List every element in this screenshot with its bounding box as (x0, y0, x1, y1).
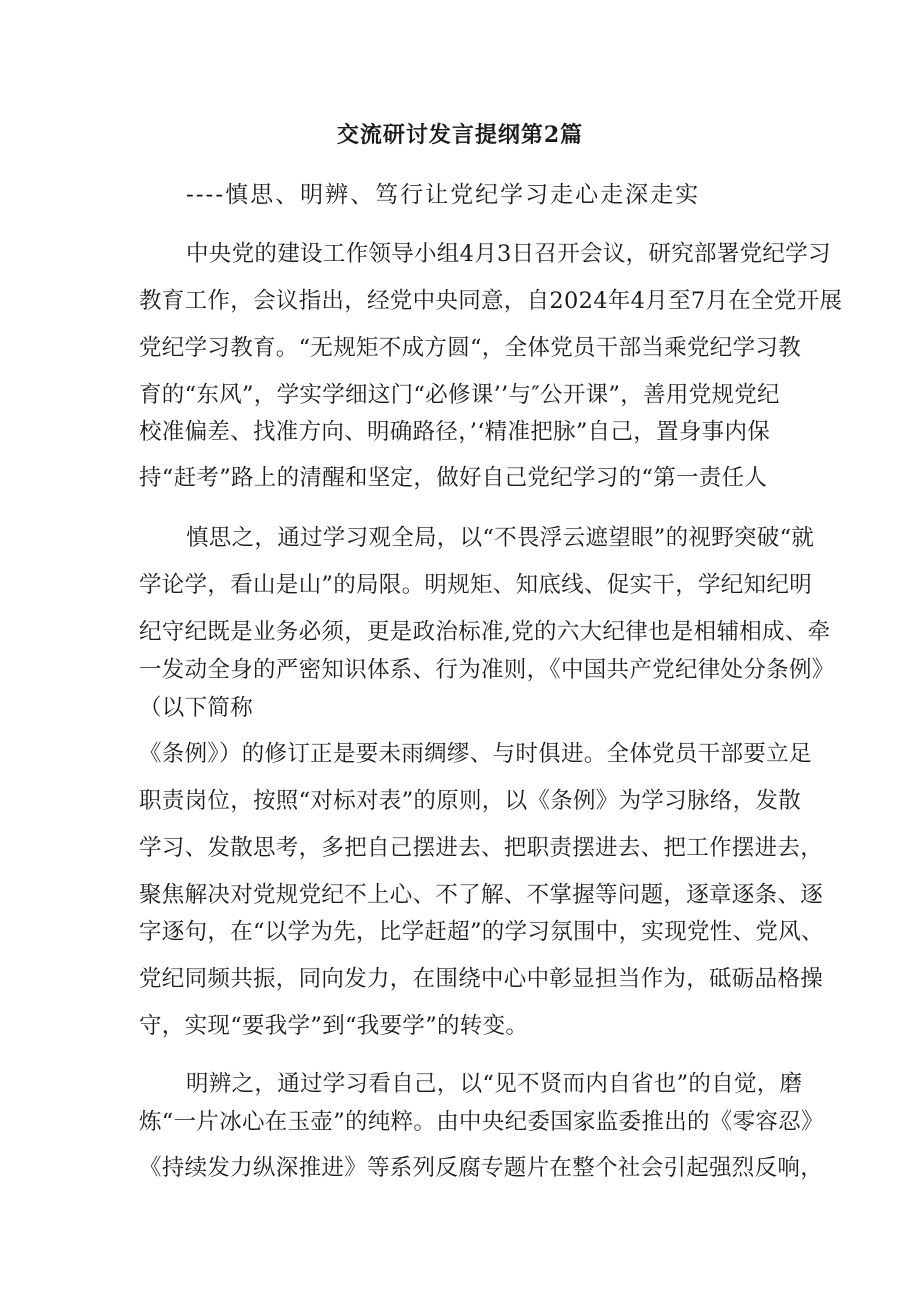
text-line: 《持续发力纵深推进》等系列反腐专题片在整个社会引起强烈反响， (139, 1155, 824, 1181)
text-line: 《条例》）的修订正是要未雨绸缪、与时俱进。全体党员干部要立足 (139, 741, 812, 767)
text-line: 字逐句，在“以学为先，比学赶超”的学习氛围中，实现党性、党风、 (139, 919, 824, 945)
text-line: 明辨之，通过学习看自己，以“见不贤而内自省也”的自觉，磨 (186, 1071, 803, 1097)
text-line: 党纪学习教育。“无规矩不成方圆“，全体党员干部当乘党纪学习教 (139, 335, 802, 361)
text-line: 校准偏差、找准方向、明确路径，’‘精准把脉”自己，置身事内保 (139, 419, 771, 445)
text-line: 中央党的建设工作领导小组4月3日召开会议，研究部署党纪学习 (186, 241, 831, 267)
text-line: （以下简称 (139, 695, 254, 721)
text-line: 教育工作，会议指出，经党中央同意，自2024年4月至7月在全党开展 (139, 288, 843, 314)
text-line: 守，实现“要我学”到“我要学”的转变。 (139, 1013, 529, 1039)
document-title: 交流研讨发言提纲第2篇 (336, 122, 584, 148)
text-line: 职责岗位，按照“对标对表”的原则，以《条例》为学习脉络，发散 (139, 788, 802, 814)
text-line: 炼“一片冰心在玉壶”的纯粹。由中央纪委国家监委推出的《零容忍》 (139, 1109, 824, 1135)
text-line: 育的“东风”，学实学细这门“必修课’’与″公开课”，善用党规党纪 (139, 382, 780, 408)
text-line: 纪守纪既是业务必须，更是政治标准,党的六大纪律也是相辅相成、牵 (139, 619, 831, 645)
text-line: 聚焦解决对党规党纪不上心、不了解、不掌握等问题，逐章逐条、逐 (139, 882, 824, 908)
text-line: 学习、发散思考，多把自己摆进去、把职责摆进去、把工作摆进去， (139, 835, 824, 861)
text-line: 持“赶考”路上的清醒和坚定，做好自己党纪学习的“第一责任人 (139, 465, 768, 491)
document-subtitle: ----慎思、明辨、笃行让党纪学习走心走深走实 (186, 182, 701, 208)
text-line: 党纪同频共振，同向发力，在围绕中心中彰显担当作为，砥砺品格操 (139, 966, 824, 992)
text-line: 慎思之，通过学习观全局，以“不畏浮云遮望眼”的视野突破“就 (186, 525, 815, 551)
text-line: 学论学，看山是山”的局限。明规矩、知底线、促实干，学纪知纪明 (139, 572, 813, 598)
text-line: 一发动全身的严密知识体系、行为准则，《中国共产党纪律处分条例》 (139, 657, 835, 683)
